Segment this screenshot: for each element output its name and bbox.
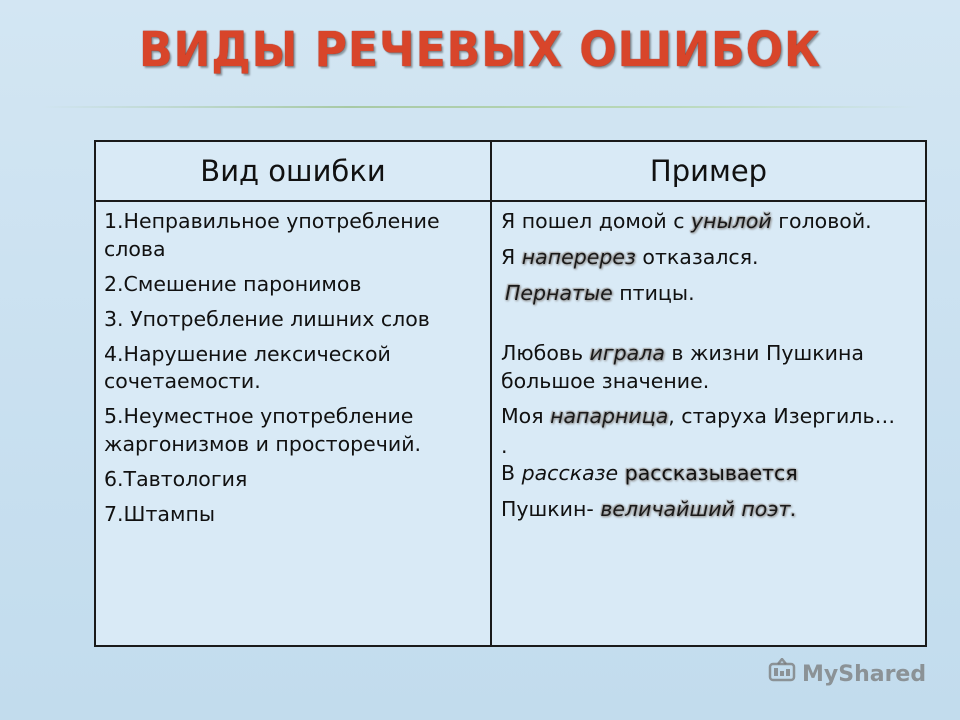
example-text: Любовь bbox=[501, 340, 590, 365]
example-item bbox=[501, 280, 917, 308]
slide-title: ВИДЫ РЕЧЕВЫХ ОШИБОК bbox=[138, 22, 822, 78]
example-text: птицы. bbox=[612, 280, 695, 305]
example-text: в жизни Пушкина большое значение. bbox=[501, 340, 864, 393]
example-highlight: величайший поэт. bbox=[600, 496, 798, 521]
table-row bbox=[95, 201, 926, 646]
example-highlight: играла bbox=[589, 340, 665, 365]
example-item bbox=[501, 244, 917, 272]
error-type-item: 5.Неуместное употребление жаргонизмов и просторечий. bbox=[104, 404, 422, 457]
example-text: Я bbox=[501, 244, 522, 269]
example-item bbox=[501, 208, 917, 236]
example-highlight: Пернатые bbox=[505, 280, 613, 305]
example-text: В bbox=[501, 460, 522, 485]
watermark bbox=[768, 660, 926, 688]
example-item bbox=[501, 340, 917, 396]
speech-errors-table bbox=[94, 140, 927, 647]
header-error-type: Вид ошибки bbox=[95, 141, 491, 201]
table-header-row bbox=[95, 141, 926, 201]
example-item bbox=[501, 403, 917, 431]
error-types-cell bbox=[95, 201, 491, 646]
title-underline bbox=[40, 106, 920, 108]
error-type-item: 1.Неправильное употребление слова bbox=[104, 209, 440, 261]
error-type-item: 4.Нарушение лексической сочетаемости. bbox=[104, 341, 391, 394]
example-text: Пушкин- bbox=[501, 496, 601, 521]
example-text: , старуха Изергиль… bbox=[668, 404, 896, 429]
example-text: Я пошел домой с bbox=[501, 209, 692, 233]
example-highlight: рассказывается bbox=[624, 460, 798, 485]
stray-dot: . bbox=[501, 434, 508, 459]
header-example: Пример bbox=[491, 141, 926, 201]
spacer bbox=[501, 316, 917, 340]
error-type-item: 3. Употребление лишних слов bbox=[104, 306, 430, 331]
example-italic: рассказе bbox=[521, 460, 619, 485]
watermark-text: MyShared bbox=[802, 661, 927, 687]
example-text: отказался. bbox=[635, 244, 759, 269]
example-highlight: напарница bbox=[550, 404, 669, 429]
myshared-logo-icon bbox=[768, 658, 796, 690]
error-type-item: 6.Тавтология bbox=[104, 467, 248, 491]
example-item bbox=[501, 460, 917, 488]
example-highlight: наперерез bbox=[521, 244, 636, 269]
error-type-item: 7.Штампы bbox=[104, 501, 216, 526]
example-text: Моя bbox=[501, 404, 551, 429]
error-type-item: 2.Смешение паронимов bbox=[104, 271, 362, 296]
examples-cell bbox=[491, 201, 926, 646]
example-text: головой. bbox=[771, 209, 872, 233]
example-highlight: унылой bbox=[691, 209, 772, 233]
example-item bbox=[501, 496, 917, 524]
